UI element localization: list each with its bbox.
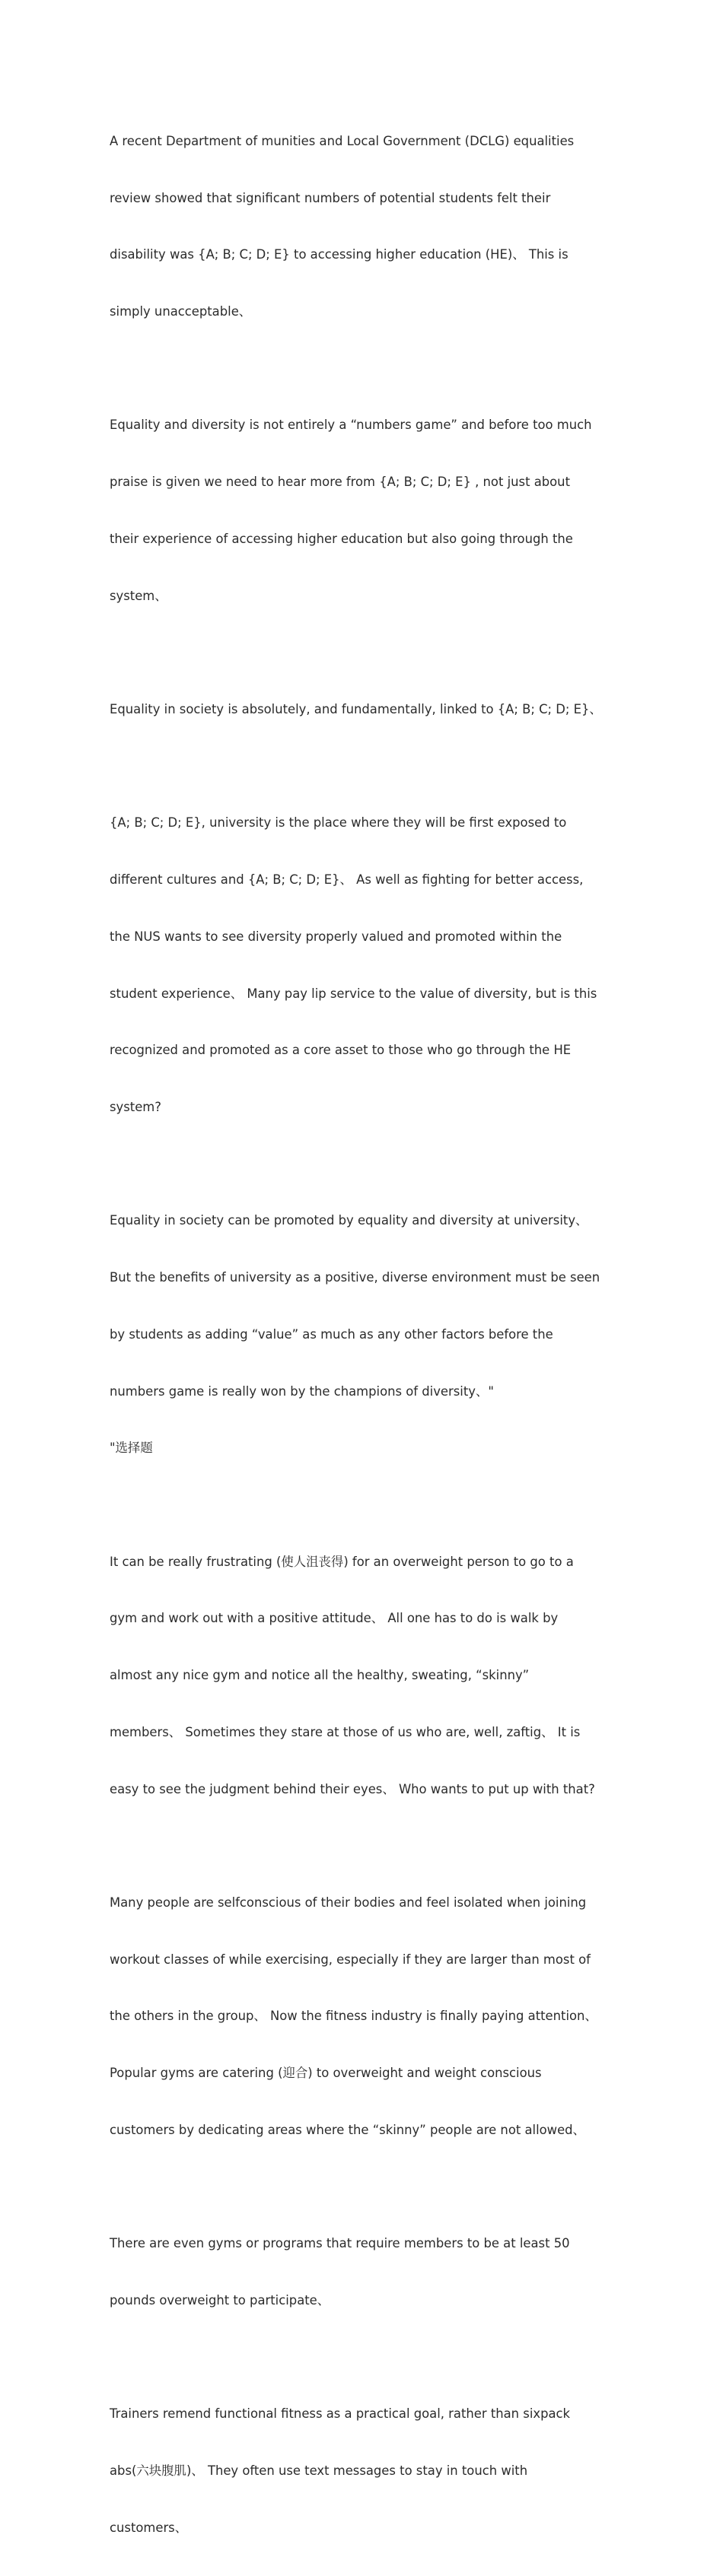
text-line: numbers game is really won by the champions of diversity、" [110,1383,494,1399]
paragraph-selfconscious [110,1856,619,2177]
text-line: the others in the group、 Now the fitness industry is finally paying attention、 [110,2009,597,2024]
paragraph-university-cultures [110,777,619,1155]
text-line: {A; B; C; D; E}, university is the place where they will be first exposed to [110,815,567,831]
text-line: abs(六块腹肌)、 They often use text messages to stay in touch with [110,2463,528,2479]
text-line: the NUS wants to see diversity properly valued and promoted within the [110,929,562,944]
section-heading-multiple-choice: "选择题 [110,1440,153,1456]
text-line: system、 [110,588,167,603]
text-line: customers by dedicating areas where the “skinny” people are not allowed、 [110,2122,585,2137]
text-line: workout classes of while exercising, especially if they are larger than most of [110,1952,591,1967]
text-line: review showed that significant numbers of potential students felt their [110,190,551,205]
text-line: student experience、 Many pay lip service to the value of diversity, but is this [110,986,597,1001]
text-line: Trainers remend functional fitness as a practical goal, rather than sixpack [110,2406,571,2422]
text-line: pounds overweight to participate、 [110,2293,330,2308]
text-line: praise is given we need to hear more from {A; B; C; D; E} , not just about [110,475,570,490]
text-line: by students as adding “value” as much as any other factors before the [110,1326,553,1342]
text-line: Many people are selfconscious of their bodies and feel isolated when joining [110,1895,587,1910]
text-line: Equality and diversity is not entirely a “numbers game” and before too much [110,418,592,433]
text-line: Equality in society is absolutely, and fundamentally, linked to {A; B; C; D; E}、 [110,701,602,716]
text-line: recognized and promoted as a core asset to those who go through the HE [110,1043,572,1058]
paragraph-gym-frustrating [110,1515,619,1837]
paragraph-equality-linked [110,662,619,758]
text-line: disability was {A; B; C; D; E} to accessing higher education (HE)、 This is [110,247,569,262]
text-line: system? [110,1099,161,1114]
text-line: But the benefits of university as a positive, diverse environment must be seen [110,1270,600,1285]
text-line: Popular gyms are catering (迎合) to overweight and weight conscious [110,2066,542,2081]
text-line: different cultures and {A; B; C; D; E}、 As well as fighting for better access, [110,872,584,888]
document-body [110,94,619,2576]
text-line: There are even gyms or programs that require members to be at least 50 [110,2236,570,2251]
paragraph-champions-diversity [110,1174,619,1496]
text-line: almost any nice gym and notice all the healthy, sweating, “skinny” [110,1668,530,1683]
text-line: A recent Department of munities and Local Government (DCLG) equalities [110,133,575,148]
text-line: customers、 [110,2520,188,2535]
text-line: It can be really frustrating (使人沮丧得) for an overweight person to go to a [110,1554,574,1569]
paragraph-dclg-review [110,94,619,360]
text-line: simply unacceptable、 [110,303,252,319]
text-line: gym and work out with a positive attitude、 All one has to do is walk by [110,1611,559,1626]
text-line: members、 Sometimes they stare at those of us who are, well, zaftig、 It is [110,1724,581,1739]
text-line: easy to see the judgment behind their eyes、 Who wants to put up with that? [110,1781,595,1796]
paragraph-numbers-game [110,379,619,644]
paragraph-gym-programs [110,2196,619,2348]
text-line: Equality in society can be promoted by equality and diversity at university、 [110,1213,588,1228]
text-line: their experience of accessing higher education but also going through the [110,531,573,546]
paragraph-trainers [110,2368,619,2576]
